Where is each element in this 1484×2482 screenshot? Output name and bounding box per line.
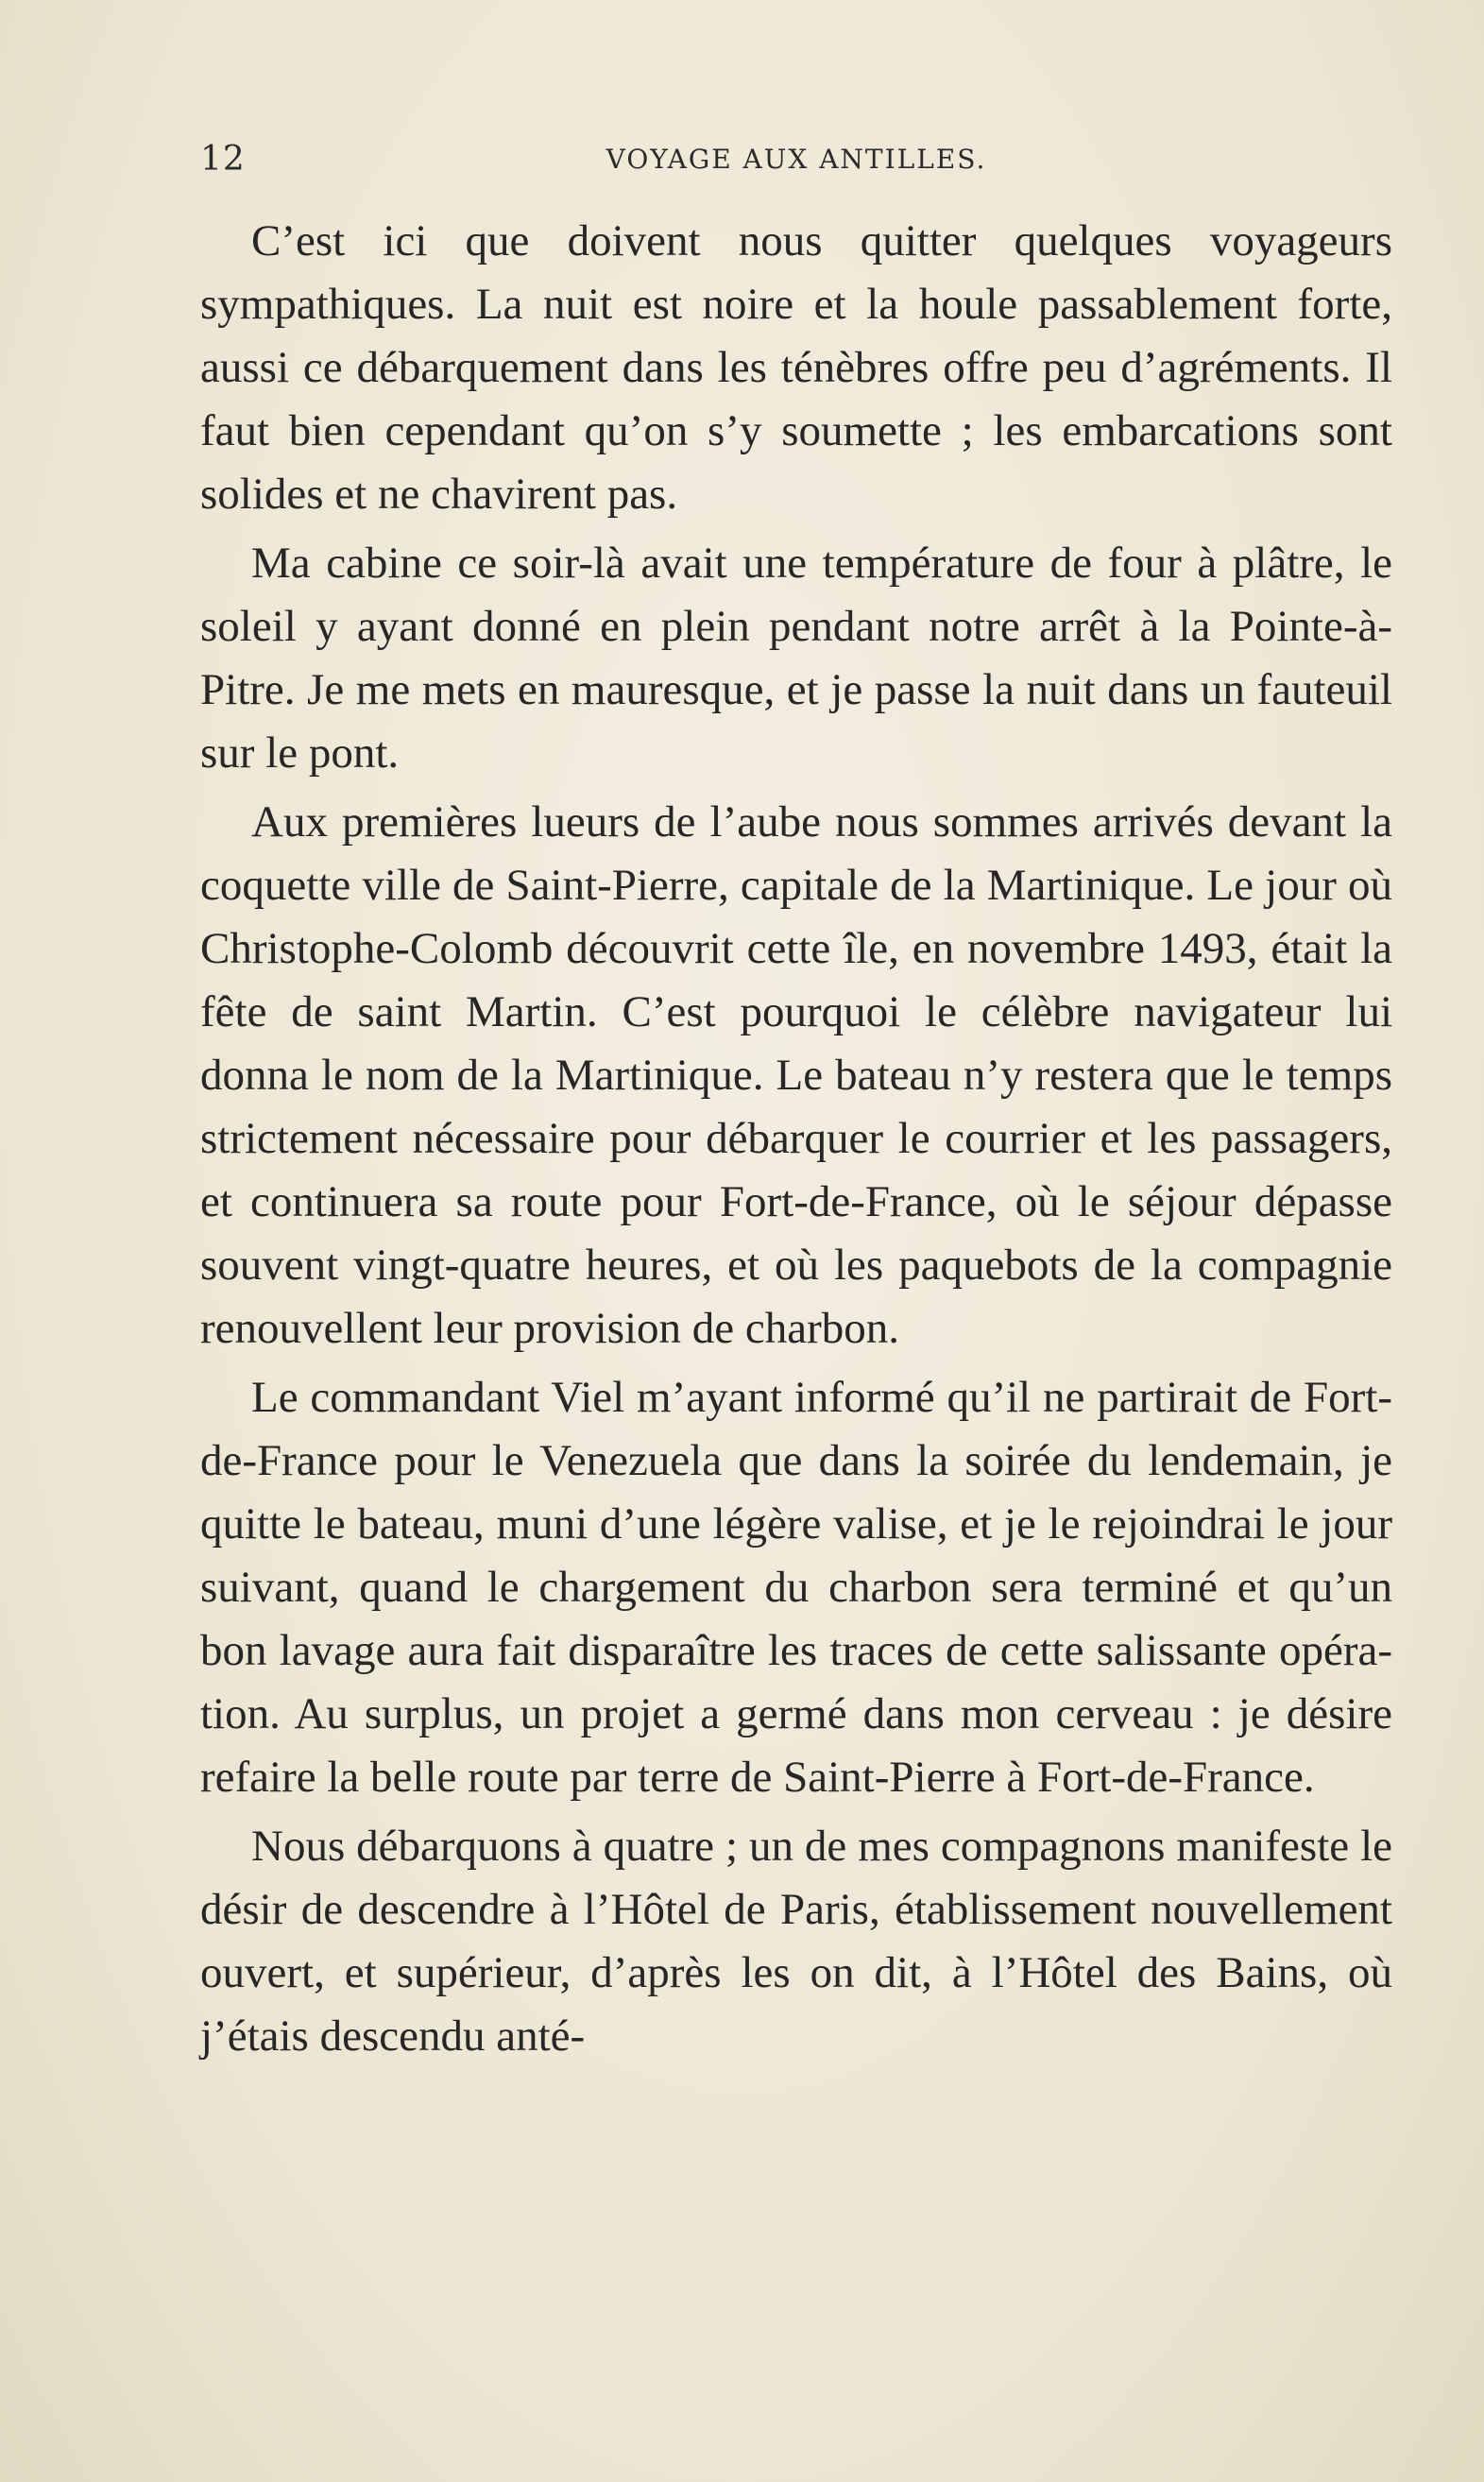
- body-text: [200, 210, 1392, 2068]
- running-title: VOYAGE AUX ANTILLES.: [606, 144, 987, 175]
- paragraph: Le commandant Viel m’ayant informé qu’il ne partirait de Fort-de-France pour le Venezuela que dans la soirée du lendemain, je quitte le bateau, muni d’une légère valise, et je le rejoindrai le jour suivant, quand le chargement du charbon sera terminé et qu’un bon lavage aura fait disparaître les traces de cette salissante opération. Au surplus, un projet a germé dans mon cerveau : je désire refaire la belle route par terre de Saint-Pierre à Fort-de-France.: [200, 1373, 1392, 1802]
- paragraph: C’est ici que doivent nous quitter quelques voyageurs sympathiques. La nuit est noire et la houle passablement forte, aussi ce débarquement dans les ténèbres offre peu d’agréments. Il faut bien cependant qu’on s’y soumette ; les embarcations sont solides et ne chavirent pas.: [200, 216, 1392, 519]
- paragraph: Nous débarquons à quatre ; un de mes compagnons manifeste le désir de descendre à l’Hôtel de Paris, établissement nouvellement ouvert, et supérieur, d’après les on dit, à l’Hôtel des Bains, où j’étais descendu anté-: [200, 1822, 1392, 2061]
- paragraph: Ma cabine ce soir-là avait une température de four à plâtre, le soleil y ayant donné en plein pendant notre arrêt à la Pointe-à-Pitre. Je me mets en mauresque, et je passe la nuit dans un fauteuil sur le pont.: [200, 539, 1392, 778]
- page-header: [200, 140, 1392, 187]
- page-number: 12: [200, 140, 246, 179]
- paragraph: Aux premières lueurs de l’aube nous sommes arrivés devant la coquette ville de Saint-Pierre, capitale de la Martinique. Le jour où Christophe-Colomb découvrit cette île, en novembre 1493, était la fête de saint Martin. C’est pourquoi le célèbre navigateur lui donna le nom de la Martinique. Le bateau n’y restera que le temps strictement nécessaire pour débarquer le courrier et les passagers, et continuera sa route pour Fort-de-France, où le séjour dépasse souvent vingt-quatre heures, et où les paquebots de la compagnie renouvellent leur provision de charbon.: [200, 797, 1392, 1353]
